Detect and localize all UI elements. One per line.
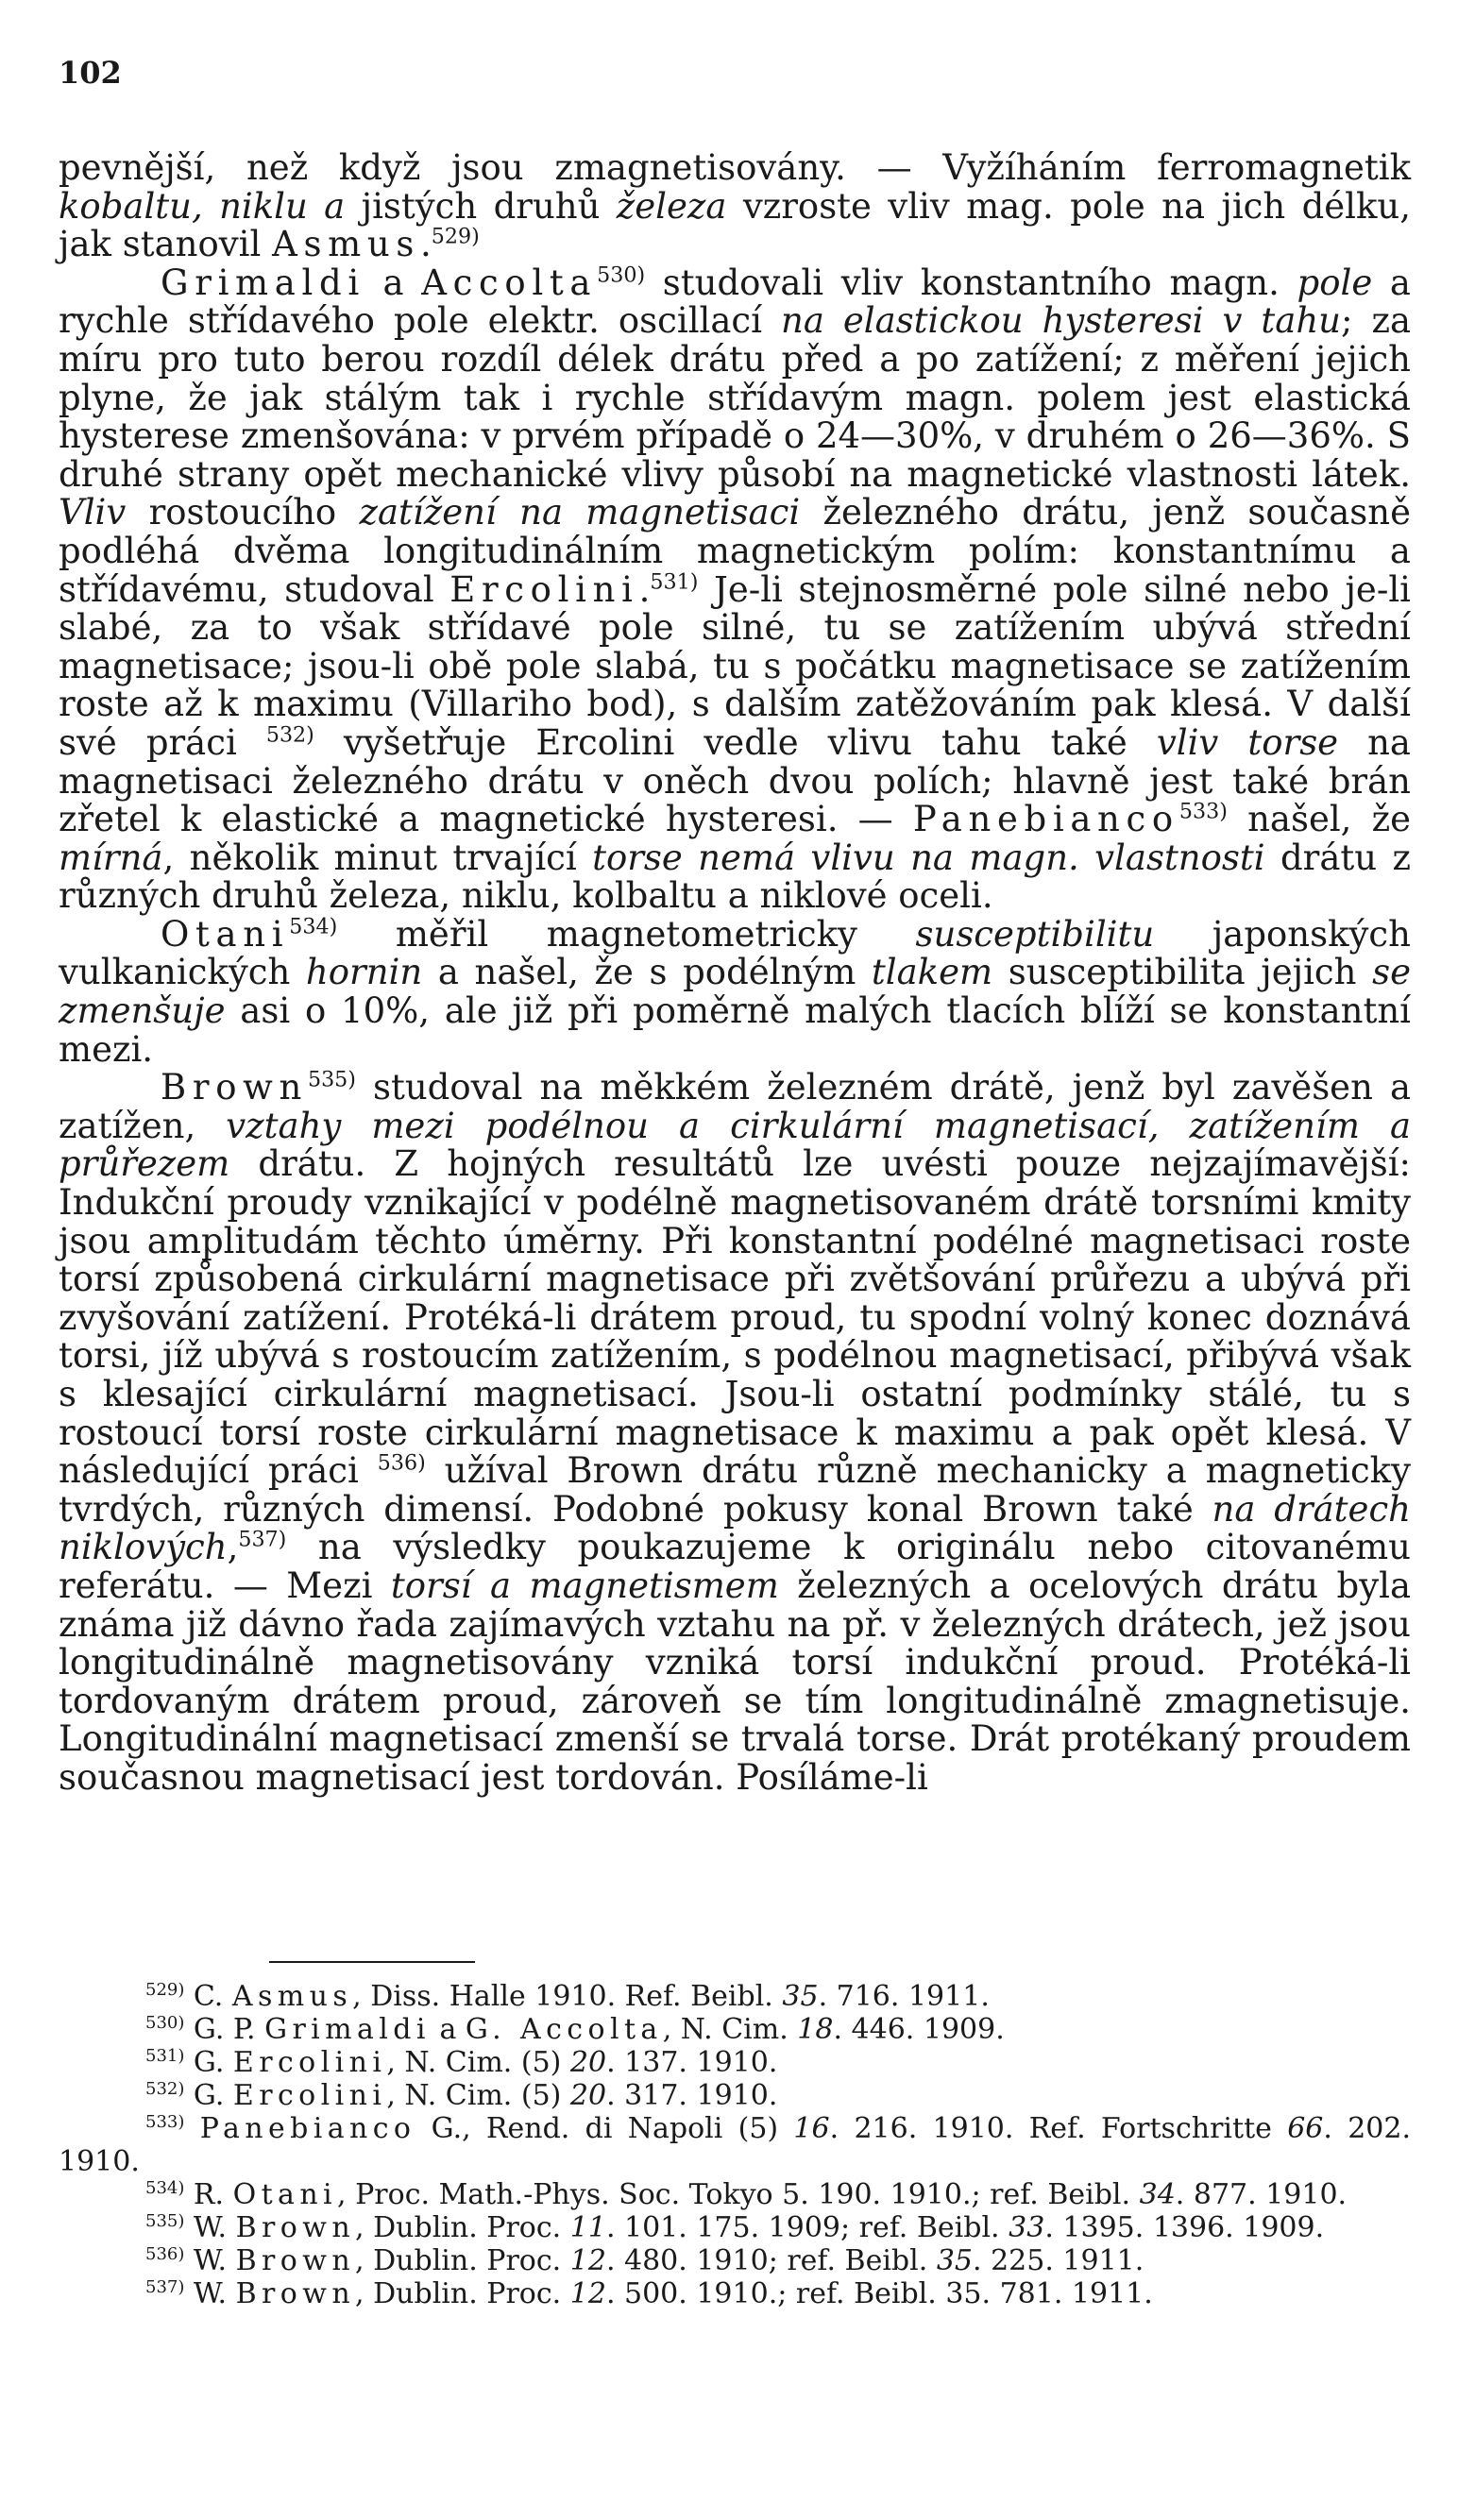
italic-run: vztahy mezi podélnou a cirkulární magnetisací, zatížením a průřezem bbox=[59, 1105, 1411, 1185]
text-run: a bbox=[430, 2013, 466, 2046]
footnote-534 bbox=[59, 2178, 1411, 2211]
spaced-name: G. Accolta bbox=[465, 2013, 663, 2046]
paragraph bbox=[59, 913, 1411, 1070]
body-text bbox=[59, 149, 1411, 1798]
italic-run: 12 bbox=[569, 2244, 606, 2277]
spaced-name: Accolta bbox=[421, 262, 598, 303]
text-run: . bbox=[420, 224, 432, 265]
italic-run: se zmenšuje bbox=[59, 952, 1411, 1032]
italic-run: 20 bbox=[569, 2079, 607, 2112]
text-run: rostoucího bbox=[126, 492, 360, 533]
text-run: . 1395. 1396. 1909. bbox=[1044, 2211, 1325, 2244]
paragraph bbox=[59, 1069, 1411, 1797]
text-run: měřil magnetometricky bbox=[337, 913, 916, 955]
italic-run: torse nemá vlivu na magn. vlastnosti bbox=[592, 837, 1265, 878]
paragraph bbox=[59, 264, 1411, 916]
text-run: a našel, že s podélným bbox=[422, 952, 872, 993]
text-run: drátu. Z hojných resultátů lze uvésti pouze nejzajímavější: Indukční proudy vznikající v podélně magnetisovaném drátě torsními kmity jsou amplitudám těchto úměrny. Při konstantní podélné magnetisaci roste torsí způsobená cirkulární magnetisace při zvětšování průřezu a ubývá při zvyšování zatížení. Protéká-li drátem proud, tu spodní volný konec doznává torsi, jíž ubývá s rostoucím zatížením, s podélnou magnetisací, přibývá však s klesající cirkulární magnetisací. Jsou-li ostatní podmínky stálé, tu s rostoucí torsí roste cirkulární magnetisace k maximu a pak opět klesá. V následující práci bbox=[59, 1143, 1411, 1492]
text-run: a rychle střídavého pole elektr. oscillací bbox=[59, 262, 1411, 342]
footnote-ref: 537) bbox=[145, 2277, 185, 2297]
italic-run: 20 bbox=[569, 2046, 607, 2079]
text-run: na výsledky poukazujeme k originálu nebo citovanému referátu. — Mezi bbox=[59, 1527, 1411, 1606]
text-run: studovali vliv konstantního magn. bbox=[645, 262, 1297, 303]
spaced-name: Brown bbox=[235, 2277, 356, 2310]
italic-run: zatížení na magnetisaci bbox=[359, 492, 801, 533]
spaced-name: Ercolini bbox=[449, 568, 639, 610]
italic-run: vliv torse bbox=[1156, 721, 1339, 763]
text-run: , Proc. Math.-Phys. Soc. Tokyo 5. 190. 1910.; ref. Beibl. bbox=[337, 2178, 1140, 2211]
italic-run: Vliv bbox=[59, 492, 127, 533]
footnote-ref: 534) bbox=[145, 2178, 185, 2198]
text-run: asi o 10%, ale již při poměrně malých tlacích blíží se konstantní mezi. bbox=[59, 990, 1411, 1070]
italic-run: na drátech niklových bbox=[59, 1488, 1411, 1568]
italic-run: pole bbox=[1297, 262, 1373, 303]
footnote-531 bbox=[59, 2046, 1411, 2079]
text-run: našel, že bbox=[1227, 799, 1411, 840]
page-number: 102 bbox=[59, 55, 122, 91]
text-run: G., Rend. di Napoli (5) bbox=[415, 2112, 794, 2145]
text-run: . 716. 1911. bbox=[818, 1980, 990, 2013]
italic-run: 35 bbox=[936, 2244, 973, 2277]
text-run: Je-li stejnosměrné pole silné nebo je-li slabé, za to však střídavé pole silné, tu se zatížením ubývá střední magnetisace; jsou-li obě pole slabá, tu s počátku magnetisace se zatížením roste až k maximu (Villariho bod), s dalším zatěžováním pak klesá. V další své práci bbox=[59, 568, 1411, 763]
footnote-536 bbox=[59, 2244, 1411, 2277]
footnote-ref: 530) bbox=[597, 262, 646, 288]
text-run: W. bbox=[184, 2211, 236, 2244]
text-run: , N. Cim. (5) bbox=[386, 2079, 570, 2112]
text-run: . 480. 1910; ref. Beibl. bbox=[605, 2244, 937, 2277]
footnote-ref: 532) bbox=[265, 722, 314, 748]
spaced-name: Grimaldi bbox=[161, 262, 365, 303]
text-run: G. bbox=[184, 2079, 233, 2112]
footnote-ref: 537) bbox=[238, 1528, 287, 1553]
footnote-533 bbox=[59, 2112, 1411, 2178]
italic-run: 12 bbox=[569, 2277, 606, 2310]
footnote-532 bbox=[59, 2079, 1411, 2112]
text-run: . bbox=[638, 568, 651, 610]
text-run: ; za míru pro tuto berou rozdíl délek drátu před a po zatížení; z měření jejich plyne, že jak stálým tak i rychle střídavým magn. polem jest elastická hysterese zmenšována: v prvém případě o 24—30%, v druhém o 26—36%. S druhé strany opět mechanické vlivy působí na magnetické vlastnosti látek. bbox=[59, 300, 1412, 495]
text-run: . 137. 1910. bbox=[606, 2046, 778, 2079]
text-run: . 216. 1910. Ref. Fortschritte bbox=[829, 2112, 1288, 2145]
footnote-ref: 531) bbox=[650, 569, 699, 595]
paragraph bbox=[59, 149, 1411, 264]
footnote-530 bbox=[59, 2013, 1411, 2046]
italic-run: 16 bbox=[793, 2112, 830, 2145]
text-run: , N. Cim. bbox=[662, 2013, 798, 2046]
text-run: železného drátu, jenž současně podléhá dvěma longitudinálním magnetickým polím: konstantnímu a střídavému, studoval bbox=[59, 492, 1411, 610]
text-run: susceptibilita jejich bbox=[992, 952, 1373, 993]
italic-run: 18 bbox=[797, 2013, 834, 2046]
text-run: , Dublin. Proc. bbox=[355, 2244, 570, 2277]
footnote-divider bbox=[269, 1961, 475, 1963]
footnotes bbox=[59, 1980, 1411, 2310]
footnote-535 bbox=[59, 2211, 1411, 2244]
text-run: . 202. 1910. bbox=[59, 2112, 1412, 2178]
text-run: , N. Cim. (5) bbox=[386, 2046, 570, 2079]
spaced-name: Asmus bbox=[272, 224, 420, 265]
text-run: pevnější, než když jsou zmagnetisovány. — Vyžíháním ferromagnetik bbox=[59, 147, 1411, 188]
text-run: drátu z různých druhů železa, niklu, kolbaltu a niklové oceli. bbox=[59, 837, 1411, 917]
italic-run: kobaltu, niklu a bbox=[59, 185, 346, 227]
text-run: . 446. 1909. bbox=[833, 2013, 1005, 2046]
text-run: , bbox=[227, 1527, 239, 1568]
text-run: vyšetřuje Ercolini vedle vlivu tahu také bbox=[314, 721, 1157, 763]
text-run: , několik minut trvající bbox=[162, 837, 593, 878]
text-run: železných a ocelových drátu byla známa již dávno řada zajímavých vztahu na př. v železných drátech, jež jsou longitudinálně magnetisovány vzniká torsí indukční proud. Protéká-li tordovaným drátem proud, zároveň se tím longitudinálně zmagnetisuje. Longitudinální magnetisací zmenší se trvalá torse. Drát protékaný proudem současnou magnetisací jest tordován. Posíláme-li bbox=[59, 1564, 1412, 1798]
text-run: japonských vulkanických bbox=[59, 913, 1411, 993]
spaced-name: Brown bbox=[235, 2211, 356, 2244]
text-run bbox=[184, 2112, 199, 2145]
footnote-ref: 529) bbox=[145, 1980, 185, 2000]
footnote-ref: 529) bbox=[431, 224, 480, 249]
spaced-name: Ercolini bbox=[232, 2079, 387, 2112]
text-run: . 317. 1910. bbox=[606, 2079, 778, 2112]
italic-run: na elastickou hysteresi v tahu bbox=[780, 300, 1341, 342]
text-run: R. bbox=[184, 2178, 233, 2211]
text-run: W. bbox=[184, 2244, 236, 2277]
text-run: , Dublin. Proc. bbox=[355, 2277, 570, 2310]
italic-run: tlakem bbox=[871, 952, 993, 993]
italic-run: 11 bbox=[569, 2211, 606, 2244]
italic-run: 33 bbox=[1009, 2211, 1045, 2244]
italic-run: susceptibilitu bbox=[915, 913, 1155, 955]
italic-run: mírná bbox=[59, 837, 163, 878]
text-run: G. P. bbox=[184, 2013, 265, 2046]
footnote-529 bbox=[59, 1980, 1411, 2013]
text-run: W. bbox=[184, 2277, 236, 2310]
spaced-name: Panebianco bbox=[199, 2112, 416, 2145]
text-run: a bbox=[364, 262, 422, 303]
text-run: . 877. 1910. bbox=[1175, 2178, 1348, 2211]
footnote-ref: 535) bbox=[307, 1067, 356, 1092]
footnote-ref: 535) bbox=[145, 2211, 185, 2231]
footnote-ref: 534) bbox=[289, 914, 338, 939]
spaced-name: Brown bbox=[235, 2244, 356, 2277]
italic-run: torsí a magnetismem bbox=[390, 1564, 779, 1606]
italic-run: 35 bbox=[782, 1980, 819, 2013]
footnote-ref: 530) bbox=[145, 2013, 185, 2033]
text-run: . 101. 175. 1909; ref. Beibl. bbox=[605, 2211, 1009, 2244]
spaced-name: Brown bbox=[161, 1067, 308, 1108]
italic-run: hornin bbox=[305, 952, 423, 993]
italic-run: 66 bbox=[1287, 2112, 1324, 2145]
spaced-name: Otani bbox=[161, 913, 290, 955]
text-run: . 500. 1910.; ref. Beibl. 35. 781. 1911. bbox=[605, 2277, 1153, 2310]
footnote-ref: 536) bbox=[377, 1450, 426, 1476]
footnote-ref: 532) bbox=[145, 2079, 185, 2099]
footnote-ref: 533) bbox=[145, 2112, 185, 2132]
spaced-name: Grimaldi bbox=[264, 2013, 431, 2046]
text-run: , Dublin. Proc. bbox=[355, 2211, 570, 2244]
text-run: G. bbox=[184, 2046, 233, 2079]
footnote-537 bbox=[59, 2277, 1411, 2310]
italic-run: 34 bbox=[1139, 2178, 1176, 2211]
text-run: C. bbox=[184, 1980, 232, 2013]
text-run: studoval na měkkém železném drátě, jenž byl zavěšen a zatížen, bbox=[59, 1067, 1411, 1146]
spaced-name: Panebianco bbox=[912, 799, 1179, 840]
text-run: vzroste vliv mag. pole na jich délku, jak stanovil bbox=[59, 185, 1411, 265]
text-run: . 225. 1911. bbox=[973, 2244, 1144, 2277]
text-run: užíval Brown drátu různě mechanicky a magneticky tvrdých, různých dimensí. Podobné pokusy konal Brown také bbox=[59, 1450, 1411, 1530]
text-run: na magnetisaci železného drátu v oněch dvou polích; hlavně jest také brán zřetel k elastické a magnetické hysteresi. — bbox=[59, 721, 1411, 840]
spaced-name: Asmus bbox=[231, 1980, 353, 2013]
text-run: jistých druhů bbox=[345, 185, 617, 227]
italic-run: železa bbox=[616, 185, 727, 227]
text-run: , Diss. Halle 1910. Ref. Beibl. bbox=[352, 1980, 783, 2013]
spaced-name: Otani bbox=[232, 2178, 338, 2211]
spaced-name: Ercolini bbox=[232, 2046, 387, 2079]
footnote-ref: 533) bbox=[1178, 799, 1228, 824]
footnote-ref: 536) bbox=[145, 2244, 185, 2264]
footnote-ref: 531) bbox=[145, 2046, 185, 2066]
